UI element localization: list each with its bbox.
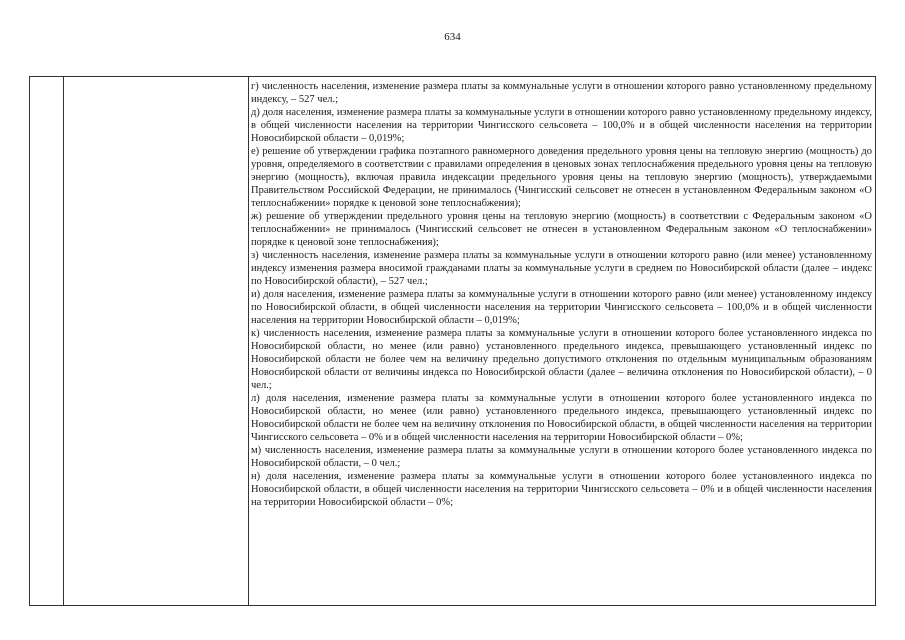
paragraph-i: и) доля населения, изменение размера платы за коммунальные услуги в отношении которого равно (или менее) установленному индексу по Новосибирской области, в общей численности населения на территории Чингисского сельсовета – 100,0% и в общей численности населения на территории Новосибирской области – 0,019%; [251, 289, 872, 326]
paragraph-l: л) доля населения, изменение размера платы за коммунальные услуги в отношении которого более установленного индекса по Новосибирской области, но менее (или равно) установленного предельного индекса, превышающего установленный индекс по Новосибирской области не более чем на величину отклонения по Новосибирской области, в общей численности населения на территории Чингисского сельсовета – 0% и в общей численности населения на территории Новосибирской области – 0%; [251, 393, 872, 443]
page-number: 634 [444, 31, 461, 43]
table-column-number [30, 77, 64, 605]
table-column-name [64, 77, 249, 605]
paragraph-e: е) решение об утверждении графика поэтапного равномерного доведения предельного уровня цены на тепловую энергию (мощность) до уровня, определяемого в соответствии с правилами определения в ценовых зонах теплоснабжения предельного уровня цены на тепловую энергию (мощность), включая правила индексации предельного уровня цены на тепловую энергию (мощность), утверждаемыми Правительством Российской Федерации, не принималось (Чингисский сельсовет не отнесен в установленном Федеральным законом «О теплоснабжении» порядке к ценовой зоне теплоснабжения); [251, 146, 872, 209]
table-column-content [249, 77, 875, 605]
paragraph-d: д) доля населения, изменение размера платы за коммунальные услуги в отношении которого равно установленному предельному индексу, в общей численности населения на территории Чингисского сельсовета – 100,0% и в общей численности населения на территории Новосибирской области – 0,019%; [251, 107, 872, 144]
paragraph-g: г) численность населения, изменение размера платы за коммунальные услуги в отношении которого равно установленному предельному индексу, – 527 чел.; [251, 81, 872, 105]
paragraph-z: з) численность населения, изменение размера платы за коммунальные услуги в отношении которого равно (или менее) установленному индексу изменения размера вносимой гражданами платы за коммунальные услуги в среднем по Новосибирской области (далее – индекс по Новосибирской области), – 527 чел.; [251, 250, 872, 287]
document-table [29, 76, 876, 606]
paragraph-m: м) численность населения, изменение размера платы за коммунальные услуги в отношении которого более установленного индекса по Новосибирской области, – 0 чел.; [251, 445, 872, 469]
paragraph-n: н) доля населения, изменение размера платы за коммунальные услуги в отношении которого более установленного индекса по Новосибирской области, в общей численности населения на территории Чингисского сельсовета – 0% и в общей численности населения на территории Новосибирской области – 0%; [251, 471, 872, 508]
paragraph-k: к) численность населения, изменение размера платы за коммунальные услуги в отношении которого более установленного индекса по Новосибирской области, но менее (или равно) установленного предельного индекса, превышающего установленный индекс по Новосибирской области не более чем на величину предельно допустимого отклонения по отдельным муниципальным образованиям Новосибирской области от величины индекса по Новосибирской области (далее – величина отклонения по Новосибирской области), – 0 чел.; [251, 328, 872, 391]
paragraph-zh: ж) решение об утверждении предельного уровня цены на тепловую энергию (мощность) в соответствии с Федеральным законом «О теплоснабжении» не принималось (Чингисский сельсовет не отнесен в установленном Федеральным законом «О теплоснабжении» порядке к ценовой зоне теплоснабжения); [251, 211, 872, 248]
